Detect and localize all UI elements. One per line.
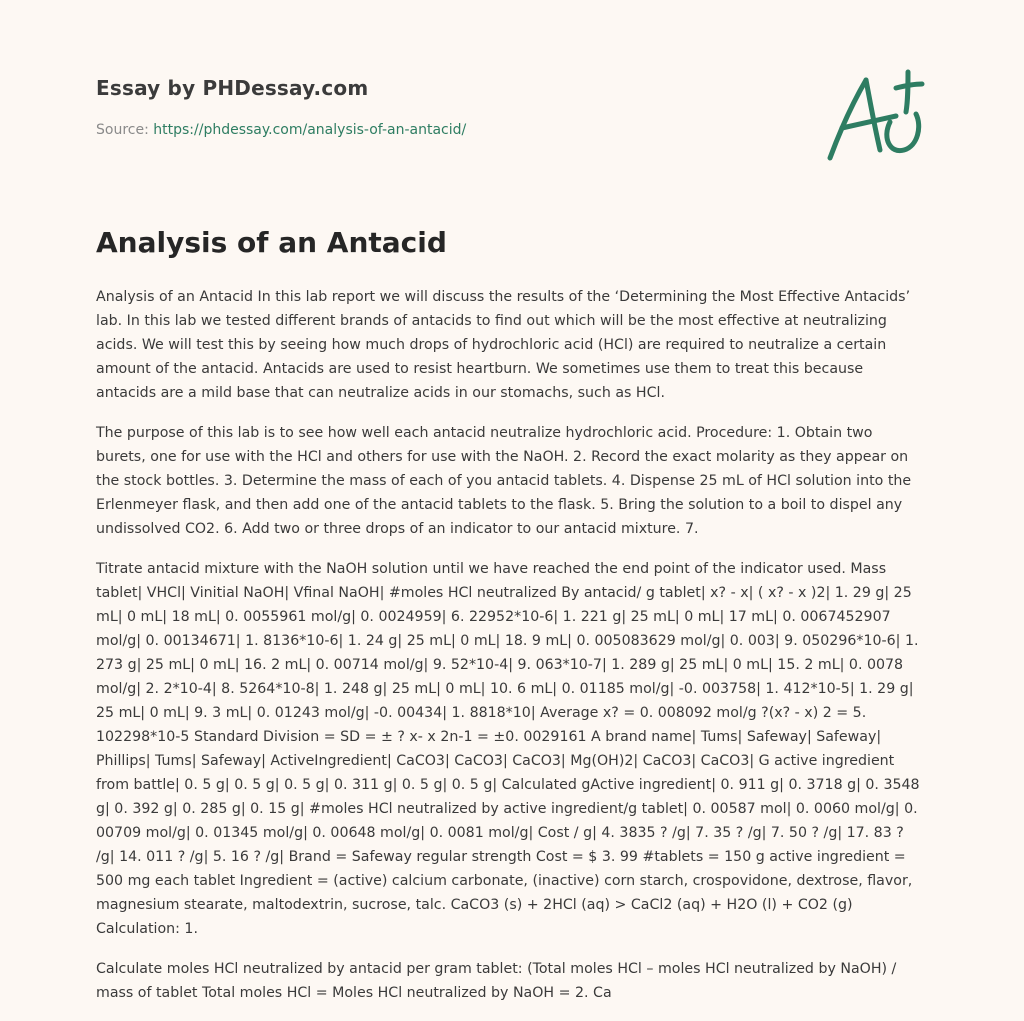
a-plus-logo-icon <box>820 66 930 166</box>
source-label: Source: <box>96 122 149 138</box>
article-title: Analysis of an Antacid <box>96 226 447 259</box>
site-title: Essay by PHDessay.com <box>96 76 369 100</box>
source-link[interactable]: https://phdessay.com/analysis-of-an-antacid/ <box>153 122 467 138</box>
source-line <box>96 122 796 138</box>
page-header <box>96 76 796 138</box>
paragraph-intro: Analysis of an Antacid In this lab report we will discuss the results of the ‘Determining the Most Effective Antacids’ lab. In this lab we tested different brands of antacids to find out which will be the most effective at neutralizing acids. We will test this by seeing how much drops of hydrochloric acid (HCl) are required to neutralize a certain amount of the antacid. Antacids are used to resist heartburn. We sometimes use them to treat this because antacids are a mild base that can neutralize acids in our stomachs, such as HCl. <box>96 289 911 401</box>
paragraph-calculation: Calculate moles HCl neutralized by antacid per gram tablet: (Total moles HCl – moles HCl neutralized by NaOH) / mass of tablet Total moles HCl = Moles HCl neutralized by NaOH = 2. Ca <box>96 961 897 1001</box>
paragraph-procedure: The purpose of this lab is to see how well each antacid neutralize hydrochloric acid. Procedure: 1. Obtain two burets, one for use with the HCl and others for use with the NaOH. 2. Record the exact molarity as they appear on the stock bottles. 3. Determine the mass of each of you antacid tablets. 4. Dispense 25 mL of HCl solution into the Erlenmeyer flask, and then add one of the antacid tablets to the flask. 5. Bring the solution to a boil to dispel any undissolved CO2. 6. Add two or three drops of an indicator to our antacid mixture. 7. <box>96 425 912 537</box>
article <box>96 226 926 1021</box>
paragraph-data: Titrate antacid mixture with the NaOH solution until we have reached the end point of the indicator used. Mass tablet| VHCl| Vinitial NaOH| Vfinal NaOH| #moles HCl neutralized By antacid/ g tablet| x? - x| ( x? - x )2| 1. 29 g| 25 mL| 0 mL| 18 mL| 0. 0055961 mol/g| 0. 0024959| 6. 22952*10-6| 1. 221 g| 25 mL| 0 mL| 17 mL| 0. 0067452907 mol/g| 0. 00134671| 1. 8136*10-6| 1. 24 g| 25 mL| 0 mL| 18. 9 mL| 0. 005083629 mol/g| 0. 003| 9. 050296*10-6| 1. 273 g| 25 mL| 0 mL| 16. 2 mL| 0. 00714 mol/g| 9. 52*10-4| 9. 063*10-7| 1. 289 g| 25 mL| 0 mL| 15. 2 mL| 0. 0078 mol/g| 2. 2*10-4| 8. 5264*10-8| 1. 248 g| 25 mL| 0 mL| 10. 6 mL| 0. 01185 mol/g| -0. 003758| 1. 412*10-5| 1. 29 g| 25 mL| 0 mL| 9. 3 mL| 0. 01243 mol/g| -0. 00434| 1. 8818*10| Average x? = 0. 008092 mol/g ?(x? - x) 2 = 5. 102298*10-5 Standard Division = SD = ± ? x- x 2n-1 = ±0. 0029161 A brand name| Tums| Safeway| Safeway| Phillips| Tums| Safeway| ActiveIngredient| CaCO3| CaCO3| CaCO3| Mg(OH)2| CaCO3| CaCO3| G active ingredient from battle| 0. 5 g| 0. 5 g| 0. 5 g| 0. 311 g| 0. 5 g| 0. 5 g| Calculated gActive ingredient| 0. 911 g| 0. 3718 g| 0. 3548 g| 0. 392 g| 0. 285 g| 0. 15 g| #moles HCl neutralized by active ingredient/g tablet| 0. 00587 mol| 0. 0060 mol/g| 0. 00709 mol/g| 0. 01345 mol/g| 0. 00648 mol/g| 0. 0081 mol/g| Cost / g| 4. 3835 ? /g| 7. 35 ? /g| 7. 50 ? /g| 17. 83 ? /g| 14. 011 ? /g| 5. 16 ? /g| Brand = Safeway regular strength Cost = $ 3. 99 #tablets = 150 g active ingredient = 500 mg each tablet Ingredient = (active) calcium carbonate, (inactive) corn starch, crospovidone, dextrose, flavor, magnesium stearate, maltodextrin, sucrose, talc. CaCO3 (s) + 2HCl (aq) > CaCl2 (aq) + H2O (l) + CO2 (g) Calculation: 1. <box>96 561 920 937</box>
